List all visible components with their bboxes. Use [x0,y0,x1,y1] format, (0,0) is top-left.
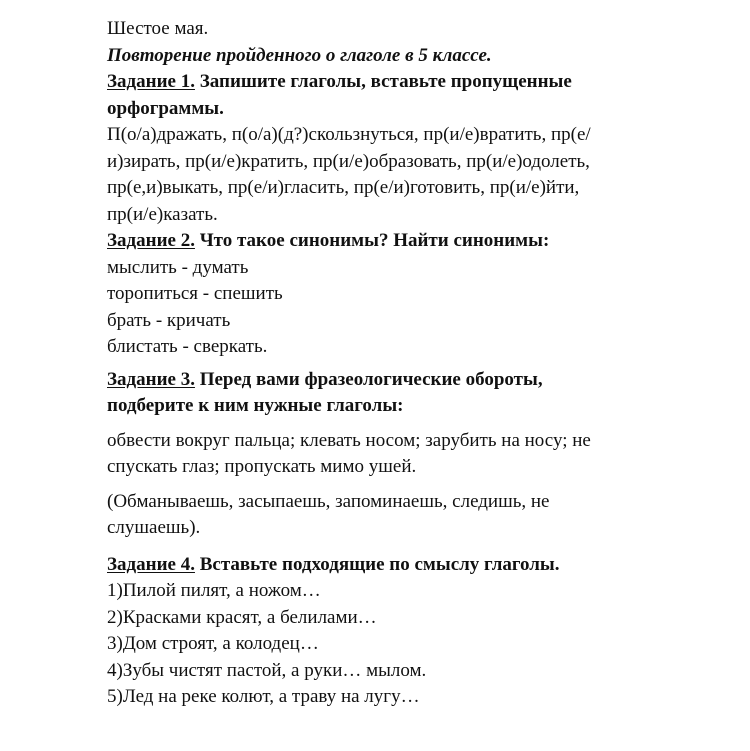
task1-instruction-line-1: Запишите глаголы, вставьте пропущенные [194,71,572,92]
task1-body-line: пр(и/е)казать. [107,203,218,225]
task1-body-line: и)зирать, пр(и/е)кратить, пр(и/е)образовать, пр(и/е)одолеть, [107,150,590,172]
task4-heading [107,552,737,579]
topic-heading: Повторение пройденного о глаголе в 5 классе. [107,44,492,66]
task2-instruction: Что такое синонимы? Найти синонимы: [194,230,550,251]
date-line: Шестое мая. [107,18,209,39]
synonym-pair: брать - кричать [107,309,231,331]
task1-body-line: пр(е,и)выкать, пр(е/и)гласить, пр(е/и)готовить, пр(и/е)йти, [107,177,580,198]
task3-label: Задание 3. [107,368,195,390]
task3-instruction-line-2: подберите к ним нужные глаголы: [107,395,404,416]
worksheet-page [107,16,737,711]
task4-item: 2)Красками красят, а белилами… [107,606,377,628]
task2-heading [107,228,737,255]
task4-item: 3)Дом строят, а колодец… [107,633,319,654]
task4-item: 1)Пилой пилят, а ножом… [107,580,321,601]
task3-options-line: слушаешь). [107,517,201,538]
task1-instruction-line-2: орфограммы. [107,97,224,119]
task1-body-line: П(о/а)дражать, п(о/а)(д?)скользнуться, пр(и/е)вратить, пр(е/ [107,124,591,145]
task4-label: Задание 4. [107,553,195,575]
task3-phrases-line: спускать глаз; пропускать мимо ушей. [107,456,417,477]
task3-phrases-line: обвести вокруг пальца; клевать носом; зарубить на носу; не [107,429,591,451]
task4-item: 5)Лед на реке колют, а траву на лугу… [107,686,420,707]
synonym-pair: блистать - сверкать. [107,336,268,357]
task3-heading [107,367,737,394]
synonym-pair: мыслить - думать [107,256,249,278]
task1-label: Задание 1. [107,71,195,92]
task2-label: Задание 2. [107,230,195,251]
task3-instruction-line-1: Перед вами фразеологические обороты, [194,368,543,390]
task4-item: 4)Зубы чистят пастой, а руки… мылом. [107,659,427,681]
task4-instruction: Вставьте подходящие по смыслу глаголы. [194,553,560,575]
task1-heading [107,69,737,96]
task3-options-line: (Обманываешь, засыпаешь, запоминаешь, следишь, не [107,490,550,512]
synonym-pair: торопиться - спешить [107,283,283,304]
